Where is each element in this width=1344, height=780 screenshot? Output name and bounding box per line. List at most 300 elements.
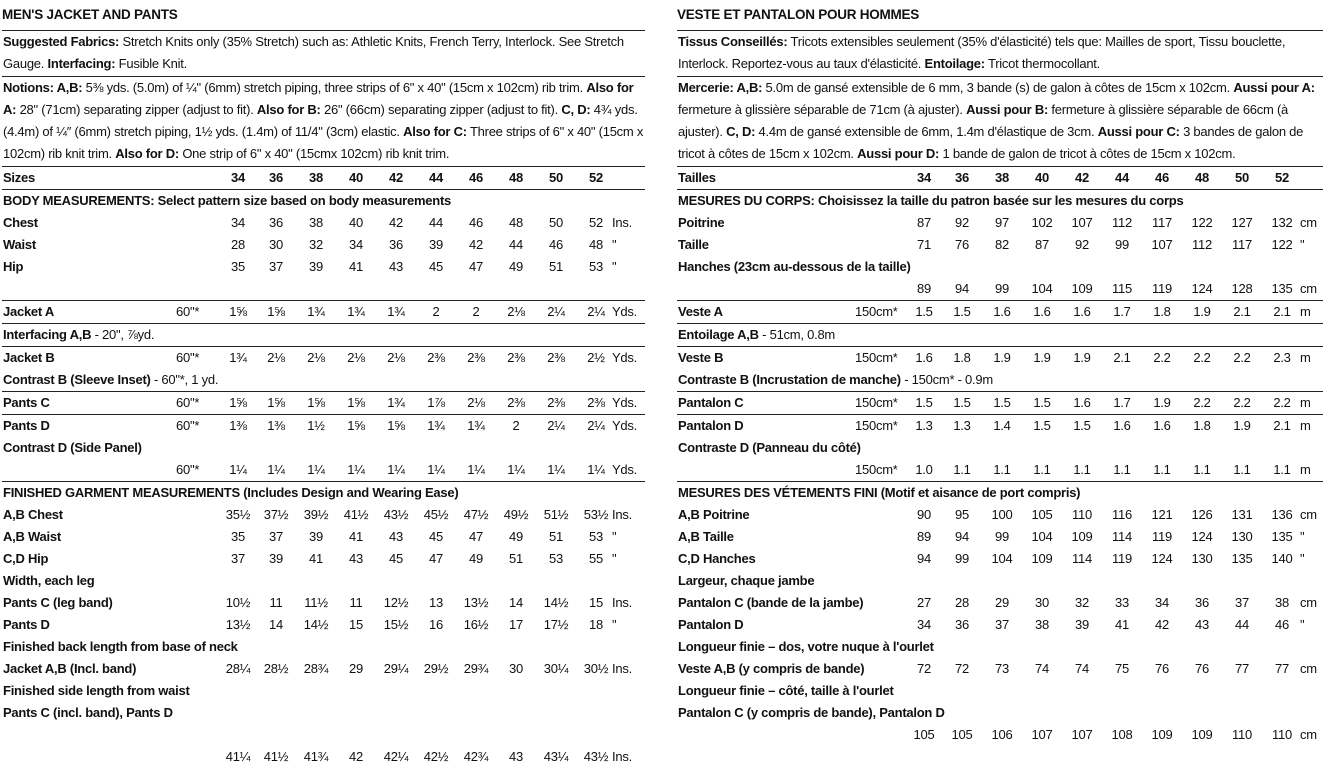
table-cell: 119 <box>1152 281 1172 296</box>
notions-text: 28" (71cm) separating zipper (adjust to fit). <box>16 102 257 117</box>
table-cell: 45½ <box>423 507 449 522</box>
table-cell: 2⅜ <box>547 395 565 410</box>
unit-label: Yds. <box>612 462 638 477</box>
table-cell: 1⅝ <box>307 395 325 410</box>
table-cell: 13 <box>429 595 443 610</box>
table-cell: 39 <box>429 237 443 252</box>
unit-label: cm <box>1300 727 1317 742</box>
table-cell: 1.6 <box>993 304 1011 319</box>
row-label-text: Pants C (leg band) <box>3 595 113 610</box>
table-cell: 124 <box>1151 551 1173 566</box>
table-row <box>677 324 1323 347</box>
table-cell: 110 <box>1232 727 1252 742</box>
table-cell: 107 <box>1071 215 1093 230</box>
table-cell: 41¾ <box>303 749 329 764</box>
table-cell: 1⅝ <box>347 418 365 433</box>
table-cell: 47½ <box>463 507 489 522</box>
unit-label: " <box>1300 617 1305 632</box>
table-row <box>2 526 645 548</box>
table-row <box>677 504 1323 526</box>
row-label-text: Pants D <box>3 617 50 632</box>
table-cell: 2.2 <box>1193 395 1211 410</box>
table-cell: 10½ <box>225 595 251 610</box>
table-cell: 29 <box>349 661 363 676</box>
row-label <box>678 301 723 323</box>
table-cell: 1⅝ <box>267 395 285 410</box>
table-cell: 99 <box>1115 237 1129 252</box>
row-label-text: A,B Poitrine <box>678 507 750 522</box>
table-cell: 87 <box>1035 237 1049 252</box>
table-cell: 1.3 <box>953 418 971 433</box>
table-cell: 2.1 <box>1273 418 1291 433</box>
table-row <box>2 614 645 636</box>
table-cell: 52 <box>589 170 603 185</box>
table-cell: 77 <box>1275 661 1289 676</box>
table-cell: 35½ <box>225 507 251 522</box>
row-label <box>3 526 61 548</box>
notions-label: Aussi pour D: <box>857 146 940 161</box>
table-cell: 109 <box>1031 551 1053 566</box>
table-cell: 45 <box>389 551 403 566</box>
row-label <box>3 190 451 212</box>
table-cell: 39 <box>1075 617 1089 632</box>
notions-text: Three strips of 6" x 40" (15cm x 102cm) rib knit trim. <box>3 124 644 161</box>
row-label-text: Interfacing A,B <box>3 327 92 342</box>
row-label-text: C,D Hip <box>3 551 49 566</box>
table-cell: 1.5 <box>953 395 971 410</box>
row-label <box>3 592 113 614</box>
notions-label: Aussi pour A: <box>1233 80 1315 95</box>
table-row <box>2 324 645 347</box>
fabric-width: 60"* <box>176 462 200 477</box>
table-cell: 46 <box>1155 170 1169 185</box>
table-cell: 74 <box>1035 661 1049 676</box>
table-cell: 55 <box>589 551 603 566</box>
table-cell: 36 <box>389 237 403 252</box>
table-cell: 30¼ <box>543 661 569 676</box>
unit-label: " <box>612 529 617 544</box>
table-row <box>677 234 1323 256</box>
table-cell: 39 <box>269 551 283 566</box>
table-cell: 18 <box>589 617 603 632</box>
table-cell: 44 <box>1235 617 1249 632</box>
table-cell: 1.6 <box>1073 395 1091 410</box>
table-cell: 121 <box>1151 507 1173 522</box>
table-row <box>2 702 645 724</box>
table-cell: 1.4 <box>993 418 1011 433</box>
table-cell: 1¾ <box>387 395 405 410</box>
table-cell: 48 <box>1195 170 1209 185</box>
table-cell: 77 <box>1235 661 1249 676</box>
table-cell: 130 <box>1231 529 1253 544</box>
table-cell: 106 <box>991 727 1013 742</box>
fabric-text: Tricots extensibles seulement (35% d'élasticité) tels que: Mailles de sport, Tissu bouclette, Interlock. Reportez-vous au taux d'élasticité. <box>678 34 1286 71</box>
table-row <box>2 190 645 212</box>
section-title: VESTE ET PANTALON POUR HOMMES <box>677 0 1323 31</box>
table-row <box>2 301 645 324</box>
table-cell: 90 <box>917 507 931 522</box>
table-cell: 32 <box>309 237 323 252</box>
table-cell: 135 <box>1271 281 1293 296</box>
table-cell: 99 <box>995 281 1009 296</box>
table-cell: 1.6 <box>1153 418 1171 433</box>
table-cell: 35 <box>231 259 245 274</box>
table-cell: 37 <box>995 617 1009 632</box>
table-cell: 122 <box>1271 237 1293 252</box>
notions-label: Also for C: <box>403 124 467 139</box>
table-cell: 2.1 <box>1273 304 1291 319</box>
table-cell: 94 <box>955 529 969 544</box>
table-cell: 42 <box>1155 617 1169 632</box>
row-label <box>678 167 716 189</box>
table-cell: 1.1 <box>953 462 971 477</box>
table-row <box>677 347 1323 369</box>
table-cell: 99 <box>955 551 969 566</box>
fabric-width: 60"* <box>176 395 200 410</box>
table-cell: 38 <box>995 170 1009 185</box>
table-cell: 102 <box>1031 215 1053 230</box>
row-label <box>678 347 723 369</box>
table-cell: 42¾ <box>463 749 489 764</box>
table-cell: 135 <box>1271 529 1293 544</box>
fabric-label: Suggested Fabrics: <box>3 34 120 49</box>
table-cell: 76 <box>1195 661 1209 676</box>
table-cell: 39 <box>309 529 323 544</box>
table-cell: 1.6 <box>1113 418 1131 433</box>
table-cell: 109 <box>1071 281 1093 296</box>
table-cell: 1.1 <box>1233 462 1251 477</box>
table-cell: 30½ <box>583 661 609 676</box>
table-cell: 114 <box>1072 551 1092 566</box>
table-cell: 110 <box>1072 507 1092 522</box>
table-cell: 36 <box>1195 595 1209 610</box>
row-label <box>678 548 755 570</box>
table-cell: 36 <box>269 170 283 185</box>
notions-text: fermeture à glissière séparable de 66cm (à ajuster). <box>678 102 1289 139</box>
table-cell: 2¼ <box>587 418 605 433</box>
table-cell: 107 <box>1151 237 1173 252</box>
row-label-text: Jacket A,B (Incl. band) <box>3 661 137 676</box>
table-cell: 43 <box>349 551 363 566</box>
row-label <box>3 548 48 570</box>
notions-label: Also for D: <box>115 146 179 161</box>
table-cell: 114 <box>1112 529 1132 544</box>
table-cell: 97 <box>995 215 1009 230</box>
table-cell: 13½ <box>225 617 251 632</box>
row-label-text: A,B Chest <box>3 507 63 522</box>
table-cell: 43½ <box>383 507 409 522</box>
table-cell: 2.1 <box>1113 350 1131 365</box>
table-cell: 16½ <box>463 617 489 632</box>
table-cell: 14 <box>269 617 283 632</box>
table-cell: 44 <box>509 237 523 252</box>
row-label-text: Pants C (incl. band), Pants D <box>3 705 173 720</box>
table-cell: 2.3 <box>1273 350 1291 365</box>
row-label-text: Pants D <box>3 418 50 433</box>
row-label <box>678 437 861 459</box>
row-label-text: Hanches (23cm au-dessous de la taille) <box>678 259 911 274</box>
table-cell: 50 <box>549 170 563 185</box>
table-cell: 37½ <box>263 507 289 522</box>
table-cell: 52 <box>1275 170 1289 185</box>
table-cell: 43 <box>389 529 403 544</box>
notions-text: 4.4m de gansé extensible de 6mm, 1.4m d'élastique de 3cm. <box>755 124 1098 139</box>
table-cell: 1.6 <box>1033 304 1051 319</box>
table-cell: 49 <box>469 551 483 566</box>
table-cell: 27 <box>917 595 931 610</box>
table-cell: 2.1 <box>1233 304 1251 319</box>
row-label-text: Longueur finie – dos, votre nuque à l'ourlet <box>678 639 934 654</box>
table-row <box>677 526 1323 548</box>
table-cell: 115 <box>1112 281 1132 296</box>
table-cell: 94 <box>917 551 931 566</box>
table-cell: 136 <box>1271 507 1293 522</box>
table-cell: 1¼ <box>347 462 365 477</box>
unit-label: cm <box>1300 281 1317 296</box>
row-label-text: Tailles <box>678 170 716 185</box>
unit-label: Ins. <box>612 595 632 610</box>
table-cell: 1⅜ <box>229 418 247 433</box>
row-label-text: Pantalon C <box>678 395 744 410</box>
row-label-text: Contraste D (Panneau du côté) <box>678 440 861 455</box>
row-label <box>3 415 50 437</box>
table-cell: 82 <box>995 237 1009 252</box>
table-cell: 1.3 <box>915 418 933 433</box>
table-cell: 124 <box>1191 529 1213 544</box>
table-row <box>2 482 645 504</box>
row-label <box>3 570 94 592</box>
table-cell: 89 <box>917 529 931 544</box>
fabric-width: 60"* <box>176 350 200 365</box>
row-label <box>3 680 190 702</box>
table-cell: 71 <box>917 237 931 252</box>
row-label <box>678 636 934 658</box>
table-cell: 76 <box>955 237 969 252</box>
table-cell: 2⅜ <box>467 350 485 365</box>
table-cell: 135 <box>1231 551 1253 566</box>
row-label <box>678 614 743 636</box>
table-cell: 39½ <box>303 507 329 522</box>
fabric-label: Tissus Conseillés: <box>678 34 788 49</box>
table-cell: 2¼ <box>587 304 605 319</box>
table-row <box>677 482 1323 504</box>
fabric-width: 60"* <box>176 304 200 319</box>
table-cell: 15 <box>349 617 363 632</box>
table-row <box>2 166 645 190</box>
table-cell: 38 <box>1275 595 1289 610</box>
notions-label: Also for A: <box>3 80 634 117</box>
table-cell: 43½ <box>583 749 609 764</box>
fabric-text: Stretch Knits only (35% Stretch) such as: Athletic Knits, French Terry, Interlock. See Stretch Gauge. <box>3 34 624 71</box>
table-cell: 1¾ <box>427 418 445 433</box>
table-cell: 2⅜ <box>507 350 525 365</box>
table-cell: 45 <box>429 259 443 274</box>
measurement-table <box>2 166 645 768</box>
table-cell: 1.1 <box>1273 462 1291 477</box>
table-row <box>677 724 1323 746</box>
notions-label: Mercerie: A,B: <box>678 80 763 95</box>
row-label <box>3 504 63 526</box>
row-label <box>678 592 863 614</box>
table-cell: 11 <box>269 595 283 610</box>
row-label <box>678 504 749 526</box>
table-row <box>677 212 1323 234</box>
table-row <box>2 212 645 234</box>
unit-label: cm <box>1300 595 1317 610</box>
table-cell: 1¼ <box>587 462 605 477</box>
table-cell: 2⅛ <box>347 350 365 365</box>
table-cell: 52 <box>589 215 603 230</box>
table-cell: 42 <box>469 237 483 252</box>
table-cell: 2 <box>472 304 480 319</box>
table-cell: 34 <box>917 170 931 185</box>
table-cell: 41 <box>349 259 363 274</box>
table-cell: 44 <box>1115 170 1129 185</box>
table-row <box>2 415 645 437</box>
table-cell: 48 <box>589 237 603 252</box>
table-cell: 1.6 <box>1073 304 1091 319</box>
table-cell: 43 <box>509 749 523 764</box>
table-cell: 28½ <box>263 661 289 676</box>
table-cell: 74 <box>1075 661 1089 676</box>
notions-text: 26" (66cm) separating zipper (adjust to fit). <box>320 102 562 117</box>
table-cell: 1¼ <box>229 462 247 477</box>
table-cell: 87 <box>917 215 931 230</box>
notions-text: fermeture à glissière séparable de 71cm (à ajuster). <box>678 102 967 117</box>
table-cell: 38 <box>1035 617 1049 632</box>
table-cell: 2⅜ <box>547 350 565 365</box>
table-cell: 2 <box>432 304 440 319</box>
unit-label: " <box>1300 529 1305 544</box>
table-cell: 36 <box>955 170 969 185</box>
row-label-text: Contrast B (Sleeve Inset) <box>3 372 151 387</box>
row-label-text: Jacket A <box>3 304 54 319</box>
table-cell: 73 <box>995 661 1009 676</box>
table-cell: 116 <box>1112 507 1132 522</box>
row-label <box>3 482 458 504</box>
table-cell: 1⅝ <box>387 418 405 433</box>
unit-label: cm <box>1300 661 1317 676</box>
table-cell: 2.2 <box>1273 395 1291 410</box>
table-cell: 1¾ <box>387 304 405 319</box>
table-cell: 1¼ <box>267 462 285 477</box>
spacer-row <box>2 724 645 746</box>
table-row <box>2 256 645 278</box>
table-cell: 47 <box>429 551 443 566</box>
table-cell: 1.1 <box>1033 462 1051 477</box>
row-label <box>3 301 54 323</box>
table-cell: 1.5 <box>953 304 971 319</box>
table-row <box>677 680 1323 702</box>
table-cell: 2⅛ <box>387 350 405 365</box>
table-cell: 2¼ <box>547 418 565 433</box>
row-label <box>678 369 993 391</box>
unit-label: " <box>1300 237 1305 252</box>
row-label <box>678 256 911 278</box>
table-cell: 2⅛ <box>267 350 285 365</box>
table-cell: 92 <box>1075 237 1089 252</box>
table-cell: 104 <box>1031 281 1053 296</box>
notions-text: 4¾ yds. (4.4m) of ¼″ (6mm) stretch piping, 1½ yds. (1.4m) of 11/4" (3cm) elastic. <box>3 102 638 139</box>
table-cell: 109 <box>1151 727 1173 742</box>
table-row <box>2 234 645 256</box>
row-label-text: Chest <box>3 215 38 230</box>
english-section <box>2 0 645 768</box>
table-cell: 1.9 <box>1033 350 1051 365</box>
table-cell: 1¼ <box>507 462 525 477</box>
row-label-text: Veste B <box>678 350 724 365</box>
table-row <box>2 369 645 392</box>
fabric-width: 150cm* <box>855 395 898 410</box>
table-row <box>2 570 645 592</box>
table-cell: 33 <box>1115 595 1129 610</box>
table-cell: 2.2 <box>1153 350 1171 365</box>
row-label <box>678 526 734 548</box>
row-label <box>3 167 35 189</box>
table-cell: 37 <box>231 551 245 566</box>
table-cell: 1.5 <box>993 395 1011 410</box>
unit-label: Ins. <box>612 661 632 676</box>
table-cell: 105 <box>951 727 973 742</box>
table-row <box>677 658 1323 680</box>
table-cell: 128 <box>1231 281 1253 296</box>
row-label <box>3 614 50 636</box>
row-label <box>3 702 173 724</box>
row-label-text: Pantalon C (y compris de bande), Pantalon D <box>678 705 945 720</box>
table-cell: 46 <box>469 170 483 185</box>
table-cell: 124 <box>1191 281 1213 296</box>
table-cell: 41 <box>349 529 363 544</box>
table-cell: 51 <box>549 259 563 274</box>
table-cell: 2.2 <box>1233 350 1251 365</box>
table-cell: 29¾ <box>463 661 489 676</box>
table-cell: 45 <box>429 529 443 544</box>
table-row <box>2 504 645 526</box>
table-cell: 2⅜ <box>587 395 605 410</box>
row-label-detail: - 60"*, 1 yd. <box>150 372 219 387</box>
table-cell: 1.5 <box>1033 395 1051 410</box>
unit-label: Ins. <box>612 215 632 230</box>
notions-label: Notions: A,B: <box>3 80 83 95</box>
table-cell: 49½ <box>503 507 529 522</box>
table-cell: 104 <box>991 551 1013 566</box>
table-row <box>2 636 645 658</box>
table-cell: 28¼ <box>225 661 251 676</box>
table-cell: 1.5 <box>1073 418 1091 433</box>
table-row <box>2 437 645 459</box>
table-cell: 108 <box>1111 727 1133 742</box>
table-cell: 11½ <box>304 595 328 610</box>
table-row <box>677 301 1323 324</box>
row-label-text: Veste A <box>678 304 723 319</box>
table-cell: 2⅜ <box>507 395 525 410</box>
row-label <box>3 658 136 680</box>
interfacing-text: Tricot thermocollant. <box>984 56 1101 71</box>
table-cell: 40 <box>349 170 363 185</box>
table-cell: 2.2 <box>1233 395 1251 410</box>
row-label-text: Poitrine <box>678 215 725 230</box>
table-row <box>677 548 1323 570</box>
table-cell: 2¼ <box>547 304 565 319</box>
table-cell: 104 <box>1031 529 1053 544</box>
row-label-text: C,D Hanches <box>678 551 756 566</box>
table-row <box>677 636 1323 658</box>
unit-label: Ins. <box>612 749 632 764</box>
row-label <box>678 190 1183 212</box>
table-cell: 72 <box>917 661 931 676</box>
table-row <box>677 459 1323 482</box>
unit-label: cm <box>1300 507 1317 522</box>
